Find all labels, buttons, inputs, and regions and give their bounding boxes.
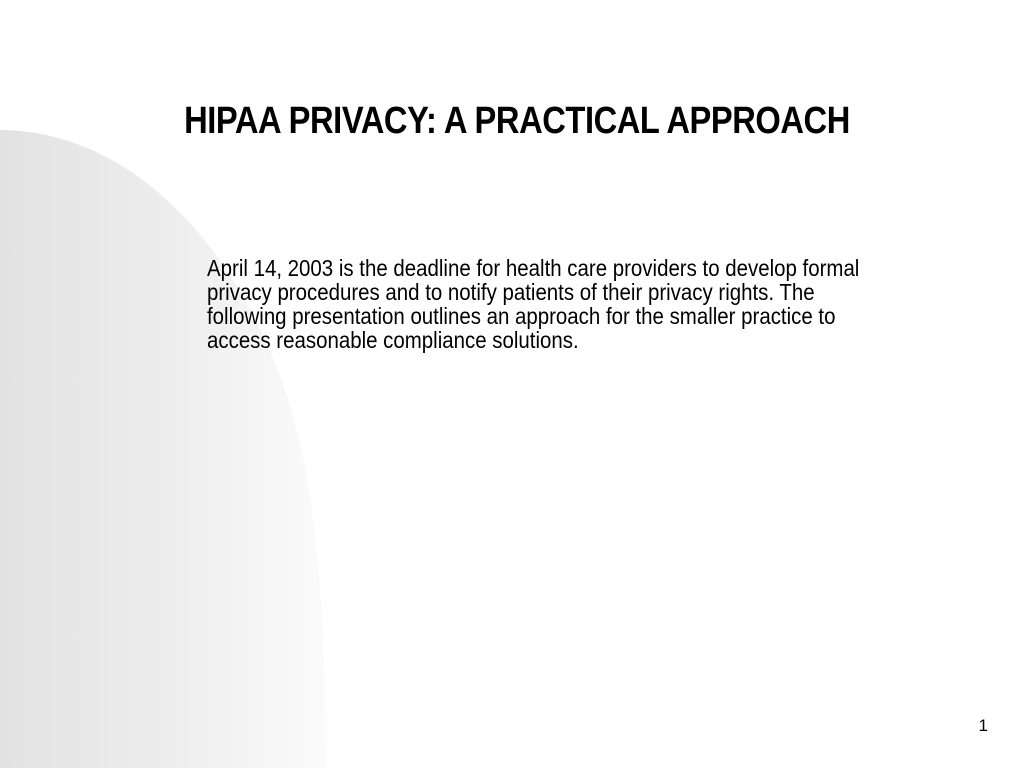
slide-body-paragraph (207, 256, 903, 352)
body-line: access reasonable compliance solutions. (207, 327, 579, 353)
slide-title: HIPAA PRIVACY: A PRACTICAL APPROACH (184, 100, 850, 142)
body-line: following presentation outlines an approach for the smaller practice to (207, 303, 836, 329)
page-number: 1 (978, 716, 988, 735)
body-line: privacy procedures and to notify patients of their privacy rights. The (207, 279, 815, 305)
body-line: April 14, 2003 is the deadline for health care providers to develop formal (207, 255, 860, 281)
